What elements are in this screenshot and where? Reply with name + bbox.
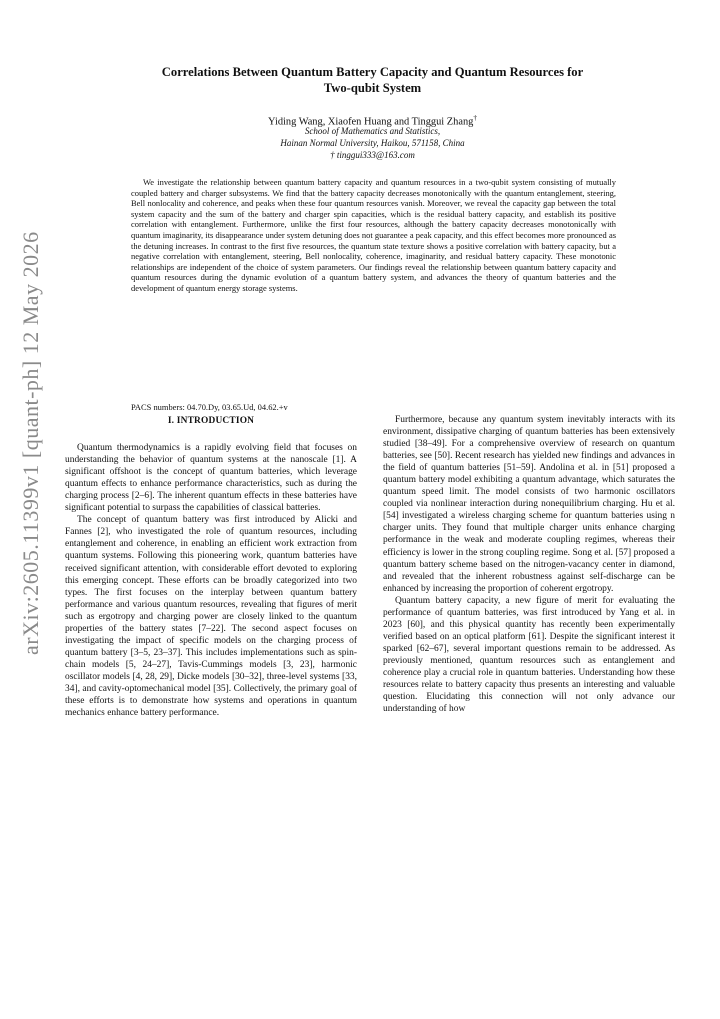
body-paragraph: The concept of quantum battery was first introduced by Alicki and Fannes [2], who investigated the role of quantum resources, including entanglement and coherence, in enabling an efficient work extraction from quantum systems. Following this pioneering work, quantum batteries have received significant attention, with considerable effort devoted to exploring this emerging concept. These efforts can be broadly categorized into two types. The first focuses on the interplay between quantum battery performance and various quantum resources, revealing that figures of merit such as ergotropy and charging power are closely linked to the quantum properties of the battery states [7–22]. The second aspect focuses on investigating the impact of specific models on the charging process of quantum battery [3–5, 23–37]. This includes implementations such as spin-chain models [5, 24–27], Tavis-Cummings models [3, 23], harmonic oscillator models [4, 28, 29], Dicke models [30–32], three-level systems [33, 34], and cavity-optomechanical model [35]. Collectively, the primary goal of these efforts is to demonstrate how systems and operations in quantum mechanics enhance battery performance. (65, 515, 357, 719)
affiliation-line: School of Mathematics and Statistics, (304, 126, 441, 136)
body-paragraph: Quantum thermodynamics is a rapidly evolving field that focuses on understanding the behavior of quantum systems at the nanoscale [1]. A significant offshoot is the concept of quantum batteries, which leverage quantum effects to enhance performance characteristics, such as during the charging process [2–6]. The inherent quantum effects in these batteries have significant potential to surpass the capabilities of classical batteries. (65, 443, 357, 514)
left-column (65, 413, 357, 719)
affiliation-line: Hainan Normal University, Haikou, 571158, China (280, 138, 465, 148)
arxiv-stamp[interactable]: arXiv:2605.11399v1 [quant-ph] 12 May 2026 (18, 231, 43, 655)
right-column (383, 414, 675, 715)
paper-title (80, 64, 665, 96)
title-line-1: Correlations Between Quantum Battery Capacity and Quantum Resources for (161, 65, 584, 79)
affiliation-email[interactable]: † tinggui333@163.com (330, 150, 415, 160)
title-line-2: Two-qubit System (323, 81, 422, 95)
authors-text: Yiding Wang, Xiaofen Huang and Tinggui Zhang (268, 116, 474, 128)
abstract: We investigate the relationship between quantum battery capacity and quantum resources in a two-qubit system consisting of mutually coupled battery and charger subsystems. We find that the battery capacity decreases monotonically with the quantum entanglement, steering, Bell nonlocality and coherence, and peaks when these four quantum resources vanish. Moreover, we reveal the capacity gap between the total system capacity and the sum of the battery and charger spin capacities, which is the residual battery capacity, and establish its positive correlation with entanglement. Furthermore, unlike the first four resources, although the battery capacity decreases monotonically with quantum imaginarity, its disappearance under system detuning does not guarantee a peak capacity, and this effect becomes more pronounced as the detuning increases. In contrast to the first five resources, the quantum state texture shows a positive correlation with battery capacity, but a negative correlation with entanglement, steering, Bell nonlocality, coherence, imaginarity, and residual battery capacity. These monotonic relationships are independent of the choice of system parameters. Our findings reveal the relationship between quantum battery capacity and quantum resources during the dynamic evolution of a quantum battery system, and advances the theory of quantum batteries and the development of quantum energy storage systems. (131, 177, 616, 293)
affiliation (80, 125, 665, 161)
body-paragraph: Furthermore, because any quantum system inevitably interacts with its environment, dissipative charging of quantum batteries has been extensively studied [38–49]. For a comprehensive overview of research on quantum batteries, see [50]. Recent research has yielded new findings and advances in the field of quantum batteries [51–59]. Andolina et al. in [51] proposed a quantum battery model exhibiting a quantum advantage, which saturates the quantum speed limit. The model consists of two harmonic oscillators coupled via nonlinear interaction during nonequilibrium charging. Hu et al. [54] investigated a wireless charging scheme for quantum batteries using n charger units. They found that multiple charger units enhance charging performance in the weak and moderate coupling regimes, whereas their efficiency is lower in the strong coupling regime. Song et al. [57] proposed a quantum battery scheme based on the nitrogen-vacancy center in diamond, and revealed that the inherent robustness against self-discharge can be enhanced by increasing the proportion of coherent ergotropy. (383, 415, 675, 594)
section-heading: I. INTRODUCTION (167, 416, 255, 426)
author-mark: † (473, 114, 477, 122)
body-paragraph: Quantum battery capacity, a new figure of merit for evaluating the performance of quantum batteries, was first introduced by Yang et al. in 2023 [60], and this physical quantity has recently been experimentally verified based on an optical platform [61]. Despite the significant interest it sparked [62–67], several important questions remain to be addressed. As previously mentioned, quantum resources such as entanglement and coherence play a crucial role in quantum batteries. Understanding how these resources relate to battery capacity thus presents an interesting and valuable question. Elucidating this connection will not only advance our understanding of how (383, 595, 675, 715)
pacs-numbers: PACS numbers: 04.70.Dy, 03.65.Ud, 04.62.+v (131, 402, 288, 412)
